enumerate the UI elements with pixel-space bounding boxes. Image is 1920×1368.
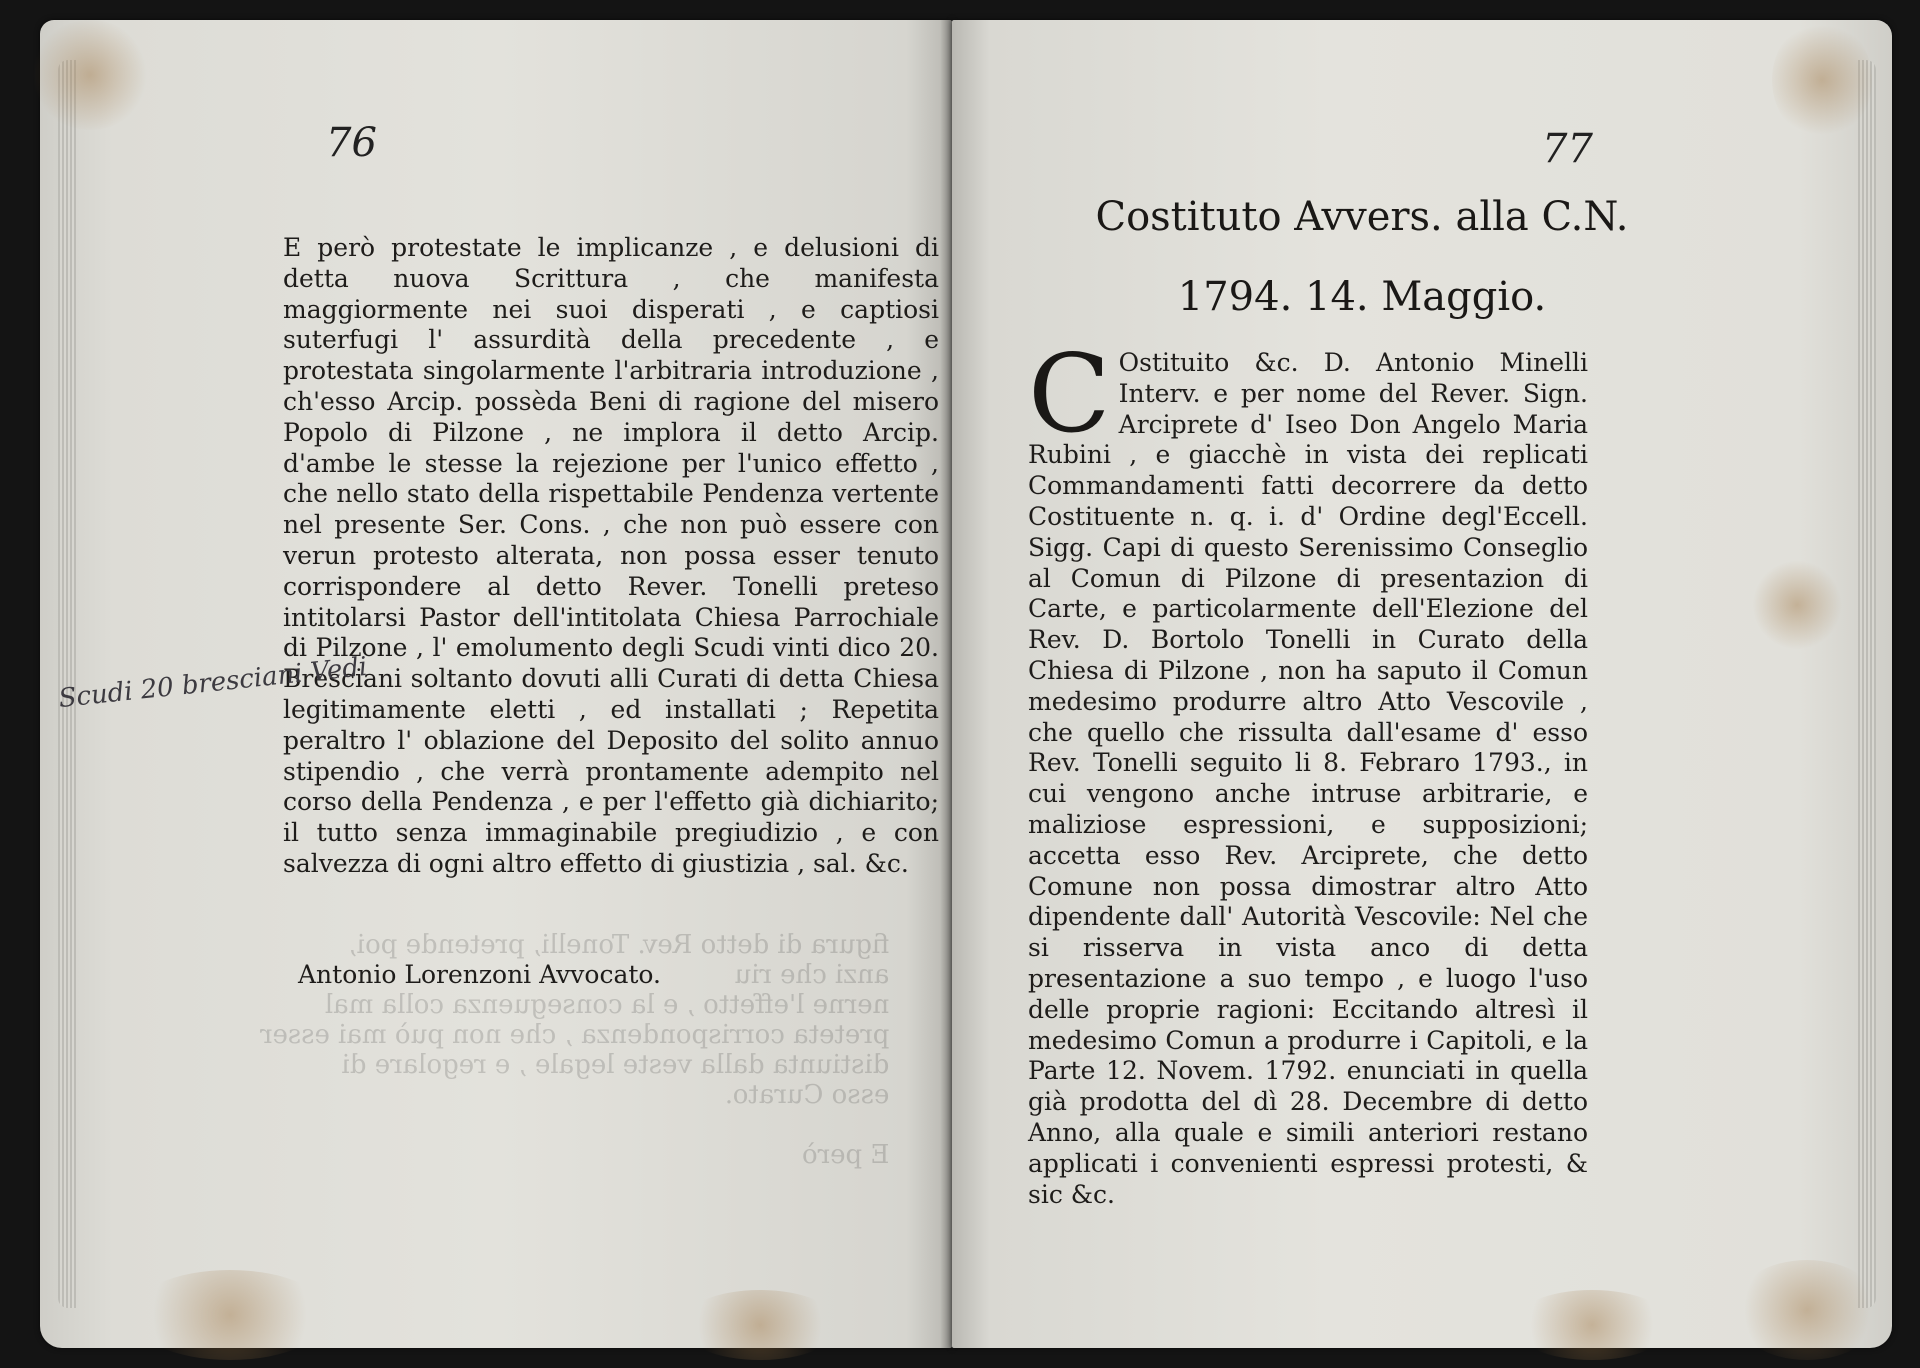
stain: [1752, 560, 1842, 650]
show-through-text: figura di detto Rev. Tonelli, pretende poi, anzi che riu nerne l'effetto , e la conseguenza colla mal preteta corrispondenza , che non può mai esser distiunta dalla veste legale , e regolare di esso Curato. E però: [260, 930, 890, 1170]
handwritten-margin-note: Scudi 20 bresciani Vedi: [57, 651, 369, 715]
stain: [1732, 1260, 1882, 1360]
stain: [130, 1270, 330, 1360]
stain: [1772, 20, 1872, 140]
left-page: [40, 20, 952, 1348]
left-page-paragraph: [283, 233, 939, 880]
stain: [30, 20, 150, 130]
right-page-edges: [1858, 60, 1876, 1308]
document-date: 1794. 14. Maggio.: [1177, 274, 1547, 320]
lawyer-signature: Antonio Lorenzoni Avvocato.: [298, 960, 661, 989]
paragraph-text: E però protestate le implicanze , e delusioni di detta nuova Scrittura , che manifesta maggiormente nei suoi disperati , e captiosi suterfugi l' assurdità della precedente , e protestata singolarmente l'arbitraria introduzione , ch'esso Arcip. possèda Beni di ragione del misero Popolo di Pilzone , ne implora il detto Arcip. d'ambe le stesse la rejezione per l'unico effetto , che nello stato della rispettabile Pendenza vertente nel presente Ser. Cons. , che non può essere con verun protesto alterata, non possa esser tenuto corrispondere al detto Rever. Tonelli preteso intitolarsi Pastor dell'intitolata Chiesa Parrochiale di Pilzone , l' emolumento degli Scudi vinti dico 20. Bresciani soltanto dovuti alli Curati di detta Chiesa legitimamente eletti , ed installati ; Repetita peraltro l' oblazione del Deposito del solito annuo stipendio , che verrà prontamente adempito nel corso della Pendenza , e per l'effetto già dichiarito; il tutto senza immaginabile pregiudizio , e con salvezza di ogni altro effetto di giustizia , sal. &c.: [283, 233, 939, 878]
stain: [680, 1290, 840, 1360]
paragraph-text: Ostituito &c. D. Antonio Minelli Interv. e per nome del Rever. Sign. Arciprete d' Iseo Don Angelo Maria Rubini , e giacchè in vista dei replicati Commandamenti fatti decorrere da detto Costituente n. q. i. d' Ordine degl'Eccell. Sigg. Capi di questo Serenissimo Conseglio al Comun di Pilzone di presentazion di Carte, e particolarmente dell'Elezione del Rev. D. Bortolo Tonelli in Curato della Chiesa di Pilzone , non ha saputo il Comun medesimo produrre altro Atto Vescovile , che quello che rissulta dall'esame d' esso Rev. Tonelli seguito li 8. Febraro 1793., in cui vengono anche intruse arbitrarie, e maliziose espressioni, e supposizioni; accetta esso Rev. Arciprete, che detto Comune non possa dimostrar altro Atto dipendente dall' Autorità Vescovile: Nel che si risserva in vista anco di detta presentazione a suo tempo , e luogo l'uso delle proprie ragioni: Eccitando altresì il medesimo Comun a produrre i Capitoli, e la Parte 12. Novem. 1792. enunciati in quella già prodotta del dì 28. Decembre di detto Anno, alla quale e simili anteriori restano applicati i convenienti espressi protesti, & sic &c.: [1028, 348, 1588, 1209]
document-title: Costituto Avvers. alla C.N.: [1095, 194, 1629, 240]
drop-cap: C: [1028, 332, 1111, 457]
right-page-paragraph: [1028, 332, 1588, 1210]
page-number: 76: [326, 120, 377, 166]
stain: [1512, 1290, 1672, 1360]
right-page: [952, 20, 1892, 1348]
page-number: 77: [1542, 126, 1593, 172]
